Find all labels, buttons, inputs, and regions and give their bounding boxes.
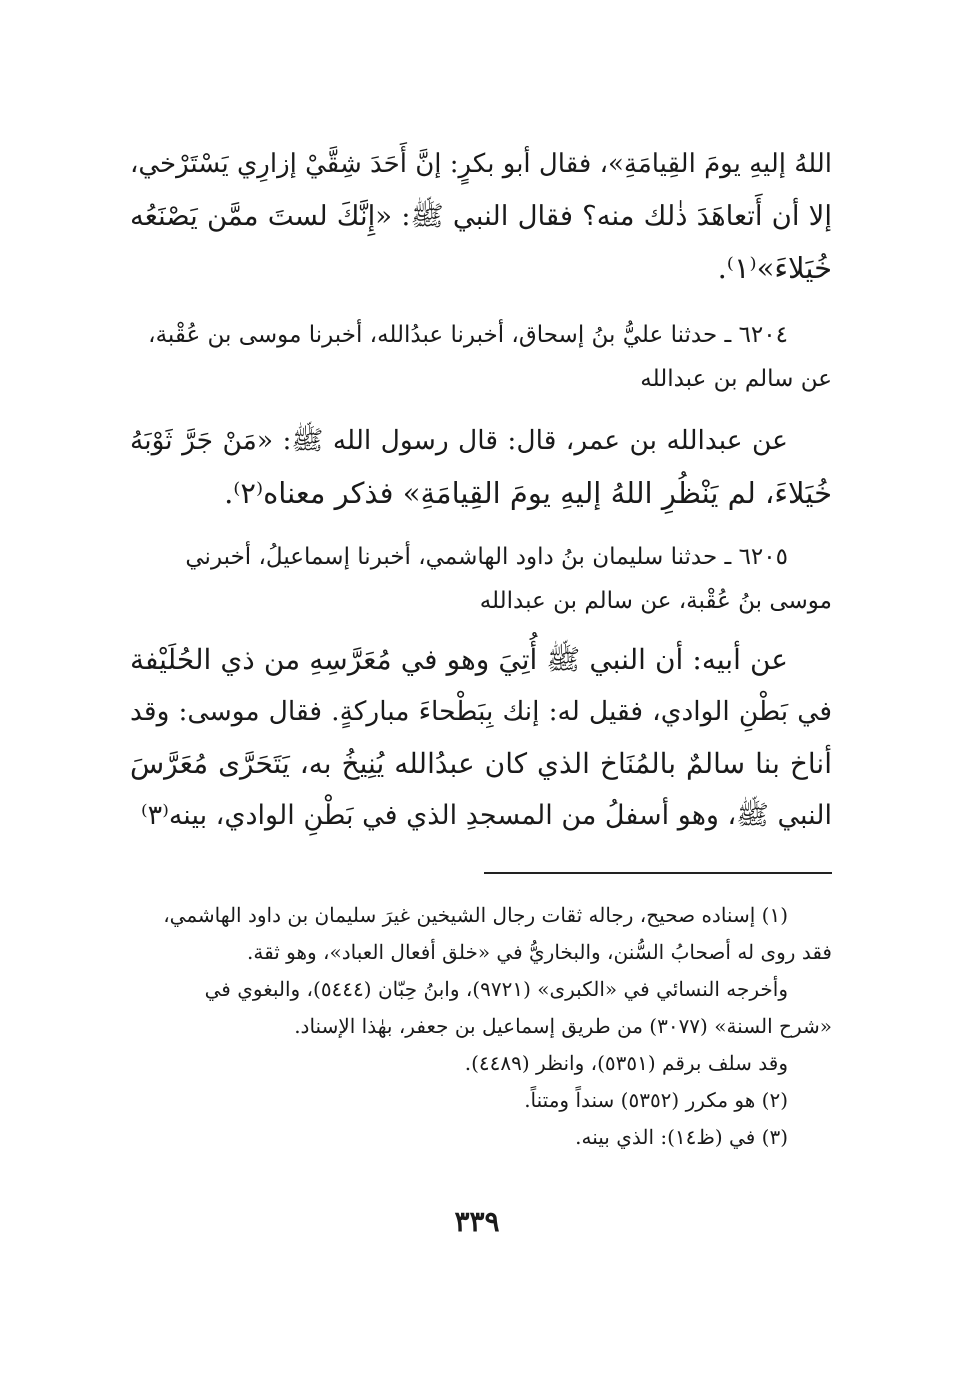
hadith-6204-matn bbox=[130, 415, 832, 519]
footnote-line: (١) إسناده صحيح، رجاله ثقات رجال الشيخين غيرَ سليمان بن داود الهاشمي، bbox=[163, 903, 788, 927]
footnote-3: (٣) في (ظ١٤): الذي بينه. bbox=[575, 1125, 788, 1149]
isnad-line: ٦٢٠٥ ـ حدثنا سليمان بنُ داود الهاشمي، أخبرنا إسماعيلُ، أخبرني bbox=[185, 544, 788, 570]
text-line: عن عبدالله بن عمر، قال: قال رسول الله ﷺ: «مَنْ جَرَّ ثَوْبَهُ bbox=[130, 425, 788, 456]
hadith-6205-isnad bbox=[130, 535, 832, 623]
footnote-separator bbox=[484, 872, 832, 874]
page-number: ٣٣٩ bbox=[454, 1205, 500, 1238]
footnotes bbox=[130, 897, 832, 1156]
isnad-line: عن سالم بن عبدالله bbox=[640, 366, 832, 392]
text-line: إلا أن أَتعاهَدَ ذٰلك منه؟ فقال النبي ﷺ: «إِنَّكَ لستَ ممَّن يَصْنَعُه bbox=[130, 200, 832, 232]
text-line: في بَطْنِ الوادي، فقيل له: إنك بِبَطْحاءَ مباركةٍ. فقال موسى: وقد bbox=[130, 696, 832, 727]
text-line: اللهُ إليهِ يومَ القِيامَةِ»، فقال أبو بكرٍ: إنَّ أَحَدَ شِقَّيْ إزارِي يَسْتَرْخي، bbox=[129, 149, 832, 179]
isnad-line: ٦٢٠٤ ـ حدثنا عليُّ بنُ إسحاق، أخبرنا عبدُالله، أخبرنا موسى بن عُقْبة، bbox=[148, 322, 788, 348]
text-line: خُيَلاءَ»⁽١⁾. bbox=[717, 251, 832, 285]
passage-top bbox=[130, 138, 832, 294]
text-line: خُيَلاءَ، لم يَنْظُرِ اللهُ إليهِ يومَ القِيامَةِ» فذكر معناه⁽٢⁾. bbox=[224, 476, 832, 510]
text-line: عن أبيه: أن النبي ﷺ أُتِيَ وهو في مُعَرَّسِهِ من ذي الحُلَيْفة bbox=[130, 643, 788, 676]
hadith-6205-matn bbox=[130, 634, 832, 842]
isnad-line: موسى بنُ عُقْبة، عن سالم بن عبدالله bbox=[479, 588, 832, 614]
text-line: أناخ بنا سالمٌ بالمُنَاخ الذي كان عبدُالله يُنِيخُ به، يَتَحَرَّى مُعَرَّسَ bbox=[130, 747, 832, 780]
footnote-line: وقد سلف برقم (٥٣٥١)، وانظر (٤٤٨٩). bbox=[464, 1051, 788, 1075]
footnote-line: «شرح السنة» (٣٠٧٧) من طريق إسماعيل بن جعفر، بهٰذا الإسناد. bbox=[294, 1014, 832, 1038]
text-line: النبي ﷺ، وهو أسفلُ من المسجدِ الذي في بَطْنِ الوادي، بينه⁽٣⁾ bbox=[141, 800, 832, 831]
footnote-line: فقد روى له أصحابُ السُّنن، والبخاريُّ في «خلق أفعال العباد»، وهو ثقة. bbox=[247, 940, 832, 964]
footnote-line: وأخرجه النسائي في «الكبرى» (٩٧٢١)، وابنُ حِبّان (٥٤٤٤)، والبغوي في bbox=[204, 977, 788, 1001]
hadith-6204-isnad bbox=[130, 313, 832, 401]
footnote-2: (٢) هو مكرر (٥٣٥٢) سنداً ومتناً. bbox=[524, 1088, 788, 1112]
